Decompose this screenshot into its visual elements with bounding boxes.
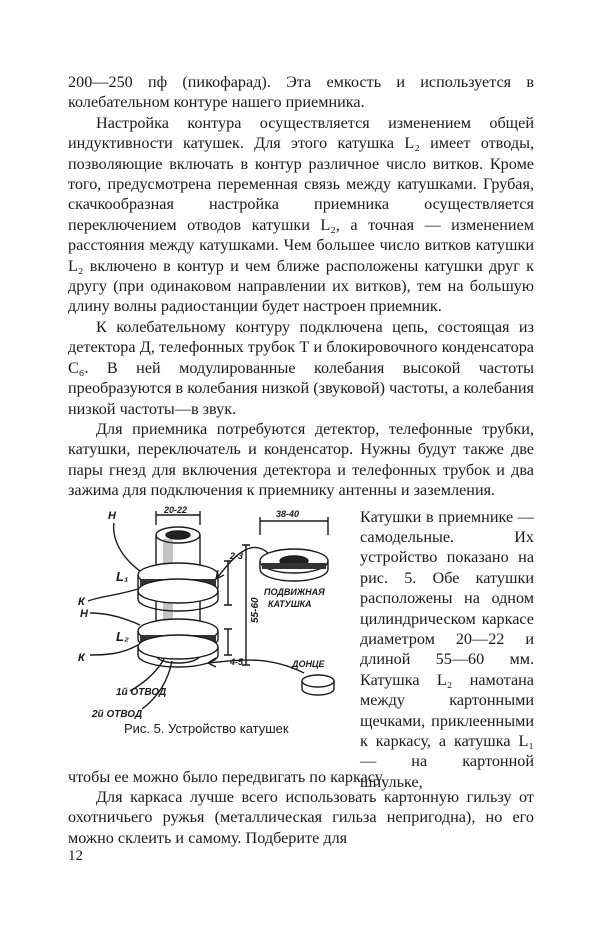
label-bottom: ДОНЦЕ bbox=[292, 658, 325, 669]
label-movable-2: КАТУШКА bbox=[268, 598, 312, 609]
page-body bbox=[68, 72, 534, 848]
paragraph-2: Настройка контура осуществляется изменением общей индуктивности катушек. Для этого катушка L₂ имеет отводы, позволяющие включать в контур различное число витков. Кроме того, предусмотрена переменная связь между катушками. Грубая, скачкообразная настройка приемника осуществляется переключением отводов катушки L₂, а точная — изменением расстояния между катушками. Чем большее число витков катушки L₂ включено в контур и чем ближе расположены катушки друг к другу (при одинаковом направлении их витков), тем на большую длину волны радиостанции будет настроен приемник. bbox=[68, 113, 534, 316]
paragraph-5-continued: чтобы ее можно было передвигать по каркасу. bbox=[68, 767, 386, 786]
label-tap-1: 1й ОТВОД bbox=[116, 686, 167, 698]
page-number: 12 bbox=[68, 848, 83, 864]
figure-5 bbox=[68, 505, 356, 767]
paragraph-6: Для каркаса лучше всего использовать картонную гильзу от охотничьего ружья (металлическая гильза непригодна), но его можно склеить и самому. Подберите для bbox=[68, 787, 534, 847]
label-k2: К bbox=[78, 651, 85, 664]
label-l2: L₂ bbox=[116, 628, 129, 644]
figure-caption: Рис. 5. Устройство катушек bbox=[124, 720, 289, 736]
label-dim-4-5: 4-5 bbox=[230, 656, 244, 667]
label-n1: Н bbox=[108, 509, 116, 522]
label-dim-38-40: 38-40 bbox=[276, 508, 300, 519]
paragraph-3: К колебательному контуру подключена цепь, состоящая из детектора Д, телефонных трубок Т и блокировочного конденсатора C₆. В ней модулированные колебания высокой частоты преобразуются в колебания низкой (звуковой) частоты, а колебания низкой частоты—в звук. bbox=[68, 317, 534, 418]
label-movable-1: ПОДВИЖНАЯ bbox=[264, 586, 325, 597]
paragraph-1: 200—250 пф (пикофарад). Эта емкость и используется в колебательном контуре нашего приемника. bbox=[68, 73, 534, 112]
label-dim-2-3: 2-3 bbox=[230, 550, 244, 561]
paragraph-4: Для приемника потребуются детектор, телефонные трубки, катушки, переключатель и конденсатор. Нужны будут также две пары гнезд для включения детектора и телефонных трубок и два зажима для подключения к приемнику антенны и заземления. bbox=[68, 419, 534, 500]
side-text-column bbox=[360, 507, 534, 793]
label-dim-20-22: 20-22 bbox=[164, 504, 188, 515]
coil-diagram bbox=[68, 505, 356, 720]
label-n2: Н bbox=[80, 607, 88, 620]
label-dim-55-60: 55-60 bbox=[250, 596, 261, 623]
label-tap-2: 2й ОТВОД bbox=[92, 708, 143, 720]
paragraph-5-side: Катушки в приемнике — самодельные. Их устройство показано на рис. 5. Обе катушки расположены на одном цилиндрическом каркасе диаметром 20—22 и длиной 55—60 мм. Катушка L₂ намотана между картонными щечками, приклеенными к каркасу, а катушка L₁ — на картонной шпульке, bbox=[360, 507, 534, 791]
label-l1: L₁ bbox=[116, 568, 129, 584]
label-k1: К bbox=[78, 595, 85, 608]
